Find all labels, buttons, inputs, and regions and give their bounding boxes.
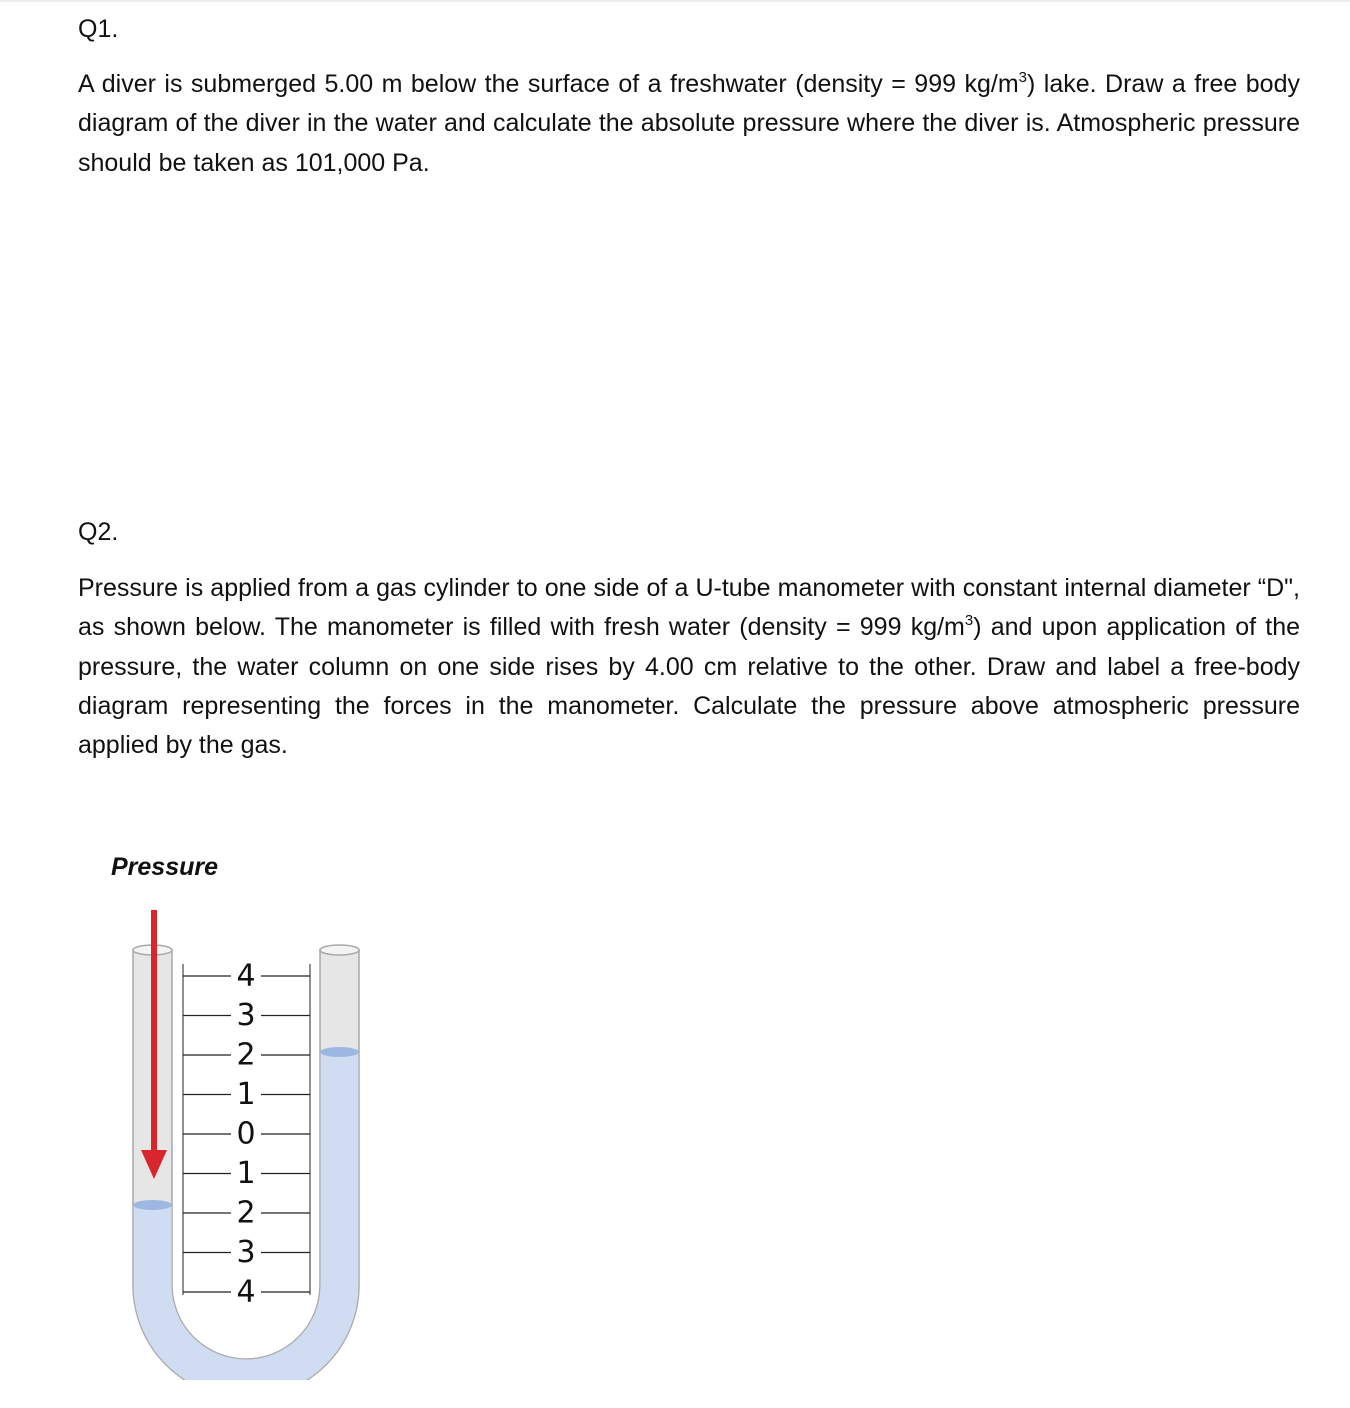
- scale-label: 2: [236, 1195, 256, 1231]
- scale-label: 3: [236, 998, 256, 1033]
- manometer-figure: [120, 900, 380, 1380]
- manometer-diagram: [120, 900, 380, 1380]
- q2-text: [78, 569, 1300, 765]
- scale-label: 1: [236, 1156, 256, 1191]
- q1-text-part1: A diver is submerged 5.00 m below the surface of a freshwater (density = 999 kg/m: [78, 70, 1019, 98]
- scale-label: 2: [236, 1037, 256, 1073]
- q1-text-part2: ) lake. Draw a free body diagram of the diver in the water and calculate the absolute pressure where the diver is. Atmospheric pressure should be taken as 101,000 Pa.: [78, 70, 1300, 177]
- right-tube-opening: [320, 945, 359, 955]
- page-top-rule: [0, 0, 1350, 2]
- right-water-surface: [320, 1047, 359, 1057]
- scale-label: 3: [236, 1235, 256, 1270]
- q1-label: Q1.: [78, 15, 119, 43]
- q2-label: Q2.: [78, 518, 119, 546]
- q2-superscript: 3: [964, 612, 974, 630]
- scale: [183, 959, 310, 1310]
- q2-text-part1: Pressure is applied from a gas cylinder to one side of a U-tube manometer with constant internal diameter “D", as shown below. The manometer is filled with fresh water (density = 999 kg/m: [78, 574, 1300, 642]
- figure-caption: Pressure: [111, 853, 219, 881]
- scale-label: 4: [236, 1274, 256, 1310]
- scale-label: 1: [236, 1077, 256, 1112]
- pressure-arrow-shaft: [151, 910, 157, 1150]
- q1-superscript: 3: [1018, 69, 1027, 86]
- scale-label: 0: [236, 1116, 256, 1152]
- q2-text-part2: ) and upon application of the pressure, the water column on one side rises by 4.00 cm relative to the other. Draw and label a free-body diagram representing the forces in the manometer. Calculate the pressure above atmospheric pressure applied by the gas.: [78, 613, 1300, 760]
- left-water-surface: [133, 1200, 172, 1210]
- q1-text: [78, 65, 1300, 183]
- scale-label: 4: [236, 958, 256, 994]
